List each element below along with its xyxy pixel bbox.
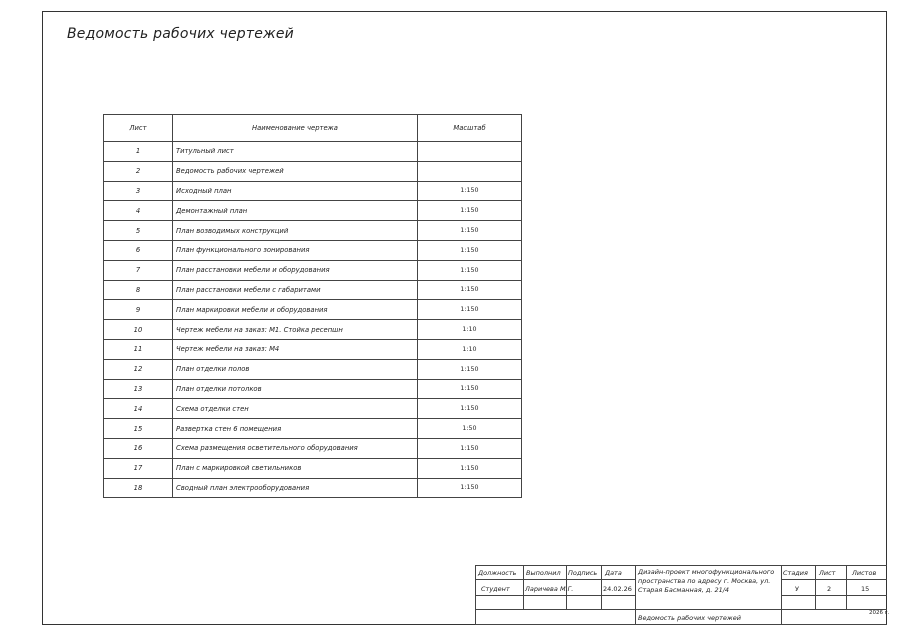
header-sheet: Лист xyxy=(104,115,173,142)
drawing-name: Исходный план xyxy=(173,181,418,201)
table-row xyxy=(104,142,522,162)
drawing-name: Ведомость рабочих чертежей xyxy=(173,161,418,181)
drawing-scale: 1:150 xyxy=(418,201,522,221)
page-title: Ведомость рабочих чертежей xyxy=(67,26,294,42)
table-row xyxy=(104,438,522,458)
drawing-scale: 1:150 xyxy=(418,399,522,419)
drawing-name: План функционального зонирования xyxy=(173,240,418,260)
drawing-scale: 1:150 xyxy=(418,438,522,458)
drawing-scale xyxy=(418,142,522,162)
drawing-name: План расстановки мебели и оборудования xyxy=(173,260,418,280)
drawing-name: Развертка стен 6 помещения xyxy=(173,419,418,439)
table-row xyxy=(104,201,522,221)
drawings-table xyxy=(103,114,522,498)
stamp-header-stage: Стадия xyxy=(783,569,808,577)
stamp-header-position: Должность xyxy=(478,569,517,577)
table-row xyxy=(104,339,522,359)
sheet-number: 17 xyxy=(104,458,173,478)
drawing-scale: 1:150 xyxy=(418,359,522,379)
table-row xyxy=(104,320,522,340)
table-row xyxy=(104,399,522,419)
table-row xyxy=(104,359,522,379)
drawing-scale: 1:150 xyxy=(418,280,522,300)
drawing-scale: 1:150 xyxy=(418,379,522,399)
drawing-scale: 1:10 xyxy=(418,320,522,340)
sheet-number: 16 xyxy=(104,438,173,458)
sheet-number: 14 xyxy=(104,399,173,419)
stamp-project-line3: Старая Басманная, д. 21/4 xyxy=(638,586,730,594)
stamp-sheets: 15 xyxy=(861,585,870,593)
table-row xyxy=(104,181,522,201)
drawing-scale: 1:50 xyxy=(418,419,522,439)
drawing-name: План отделки полов xyxy=(173,359,418,379)
drawing-name: Схема размещения осветительного оборудования xyxy=(173,438,418,458)
drawing-name: План возводимых конструкций xyxy=(173,221,418,241)
drawing-scale: 1:150 xyxy=(418,260,522,280)
drawing-name: Демонтажный план xyxy=(173,201,418,221)
drawing-name: Сводный план электрооборудования xyxy=(173,478,418,498)
table-row xyxy=(104,260,522,280)
sheet-number: 8 xyxy=(104,280,173,300)
sheet-number: 10 xyxy=(104,320,173,340)
drawing-scale xyxy=(418,161,522,181)
sheet-number: 11 xyxy=(104,339,173,359)
drawing-name: Чертеж мебели на заказ: М4 xyxy=(173,339,418,359)
stamp-project-line1: Дизайн-проект многофункционального xyxy=(638,568,775,576)
drawing-name: Чертеж мебели на заказ: М1. Стойка ресепшн xyxy=(173,320,418,340)
drawing-scale: 1:150 xyxy=(418,181,522,201)
stamp-performer: Ларичева М.Г. xyxy=(525,585,574,593)
drawing-scale: 1:150 xyxy=(418,221,522,241)
drawing-name: Схема отделки стен xyxy=(173,399,418,419)
sheet-number: 9 xyxy=(104,300,173,320)
drawing-name: План маркировки мебели и оборудования xyxy=(173,300,418,320)
drawing-name: План с маркировкой светильников xyxy=(173,458,418,478)
table-row xyxy=(104,280,522,300)
sheet-number: 2 xyxy=(104,161,173,181)
drawing-name: План отделки потолков xyxy=(173,379,418,399)
sheet-number: 13 xyxy=(104,379,173,399)
stamp-position: Студент xyxy=(481,585,510,593)
drawing-name: Титульный лист xyxy=(173,142,418,162)
table-header-row xyxy=(104,115,522,142)
table-row xyxy=(104,419,522,439)
drawing-scale: 1:150 xyxy=(418,478,522,498)
sheet-number: 6 xyxy=(104,240,173,260)
title-block xyxy=(475,565,890,625)
table-row xyxy=(104,240,522,260)
stamp-header-performed: Выполнил xyxy=(526,569,561,577)
table-row xyxy=(104,300,522,320)
stamp-year: 2026 г. xyxy=(869,610,890,616)
sheet-number: 4 xyxy=(104,201,173,221)
header-scale: Масштаб xyxy=(418,115,522,142)
header-name: Наименование чертежа xyxy=(173,115,418,142)
drawing-scale: 1:150 xyxy=(418,240,522,260)
stamp-stage: У xyxy=(795,585,799,593)
sheet-number: 1 xyxy=(104,142,173,162)
drawing-scale: 1:10 xyxy=(418,339,522,359)
stamp-date: 24.02.26 xyxy=(603,585,632,593)
stamp-sheet: 2 xyxy=(827,585,832,593)
table-row xyxy=(104,221,522,241)
sheet-number: 3 xyxy=(104,181,173,201)
sheet-number: 5 xyxy=(104,221,173,241)
sheet-number: 18 xyxy=(104,478,173,498)
stamp-header-sheet: Лист xyxy=(819,569,836,577)
table-row xyxy=(104,478,522,498)
stamp-header-signature: Подпись xyxy=(568,569,598,577)
table-row xyxy=(104,161,522,181)
stamp-sheet-title: Ведомость рабочих чертежей xyxy=(638,614,741,622)
table-row xyxy=(104,458,522,478)
stamp-header-date: Дата xyxy=(605,569,622,577)
table-row xyxy=(104,379,522,399)
drawing-scale: 1:150 xyxy=(418,458,522,478)
sheet-number: 7 xyxy=(104,260,173,280)
stamp-header-sheets: Листов xyxy=(852,569,877,577)
stamp-project-line2: пространства по адресу г. Москва, ул. xyxy=(638,577,771,585)
drawing-scale: 1:150 xyxy=(418,300,522,320)
drawing-name: План расстановки мебели с габаритами xyxy=(173,280,418,300)
sheet-number: 15 xyxy=(104,419,173,439)
sheet-number: 12 xyxy=(104,359,173,379)
